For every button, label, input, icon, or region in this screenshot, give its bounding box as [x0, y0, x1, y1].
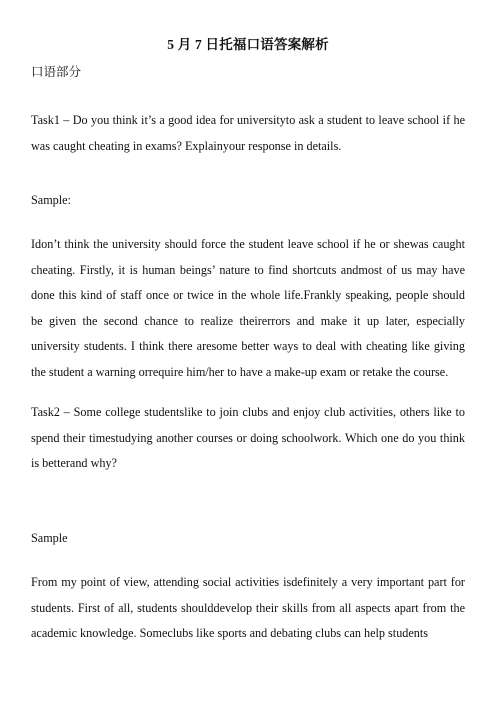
task2-sample-label: Sample: [31, 531, 68, 545]
section-heading: 口语部分: [31, 65, 82, 79]
task1-sample-answer: Idon’t think the university should force the student leave school if he or shewas caught cheating. Firstly, it is human beings’ nature to find shortcuts andmost of us may have done this kind of staff once or twice in the whole life.Frankly speaking, people should be given the second chance to realize theirerrors and make it up later, especially university students. I think there aresome better ways to deal with cheating like giving the student a warning orrequire him/her to have a make-up exam or retake the course.: [31, 237, 465, 379]
task1-question: Task1 – Do you think it’s a good idea for universityto ask a student to leave school if he was caught cheating in exams? Explainyour response in details.: [31, 113, 465, 153]
task2-question: Task2 – Some college studentslike to join clubs and enjoy club activities, others like to spend their timestudying another courses or doing schoolwork. Which one do you think is betterand why?: [31, 405, 465, 470]
task2-sample-answer: From my point of view, attending social activities isdefinitely a very important part for students. First of all, students shoulddevelop their skills from all aspects apart from the academic knowledge. Someclubs like sports and debating clubs can help students: [31, 575, 465, 640]
document-title: 5 月 7 日托福口语答案解析: [167, 37, 329, 52]
task1-sample-label: Sample:: [31, 193, 71, 207]
